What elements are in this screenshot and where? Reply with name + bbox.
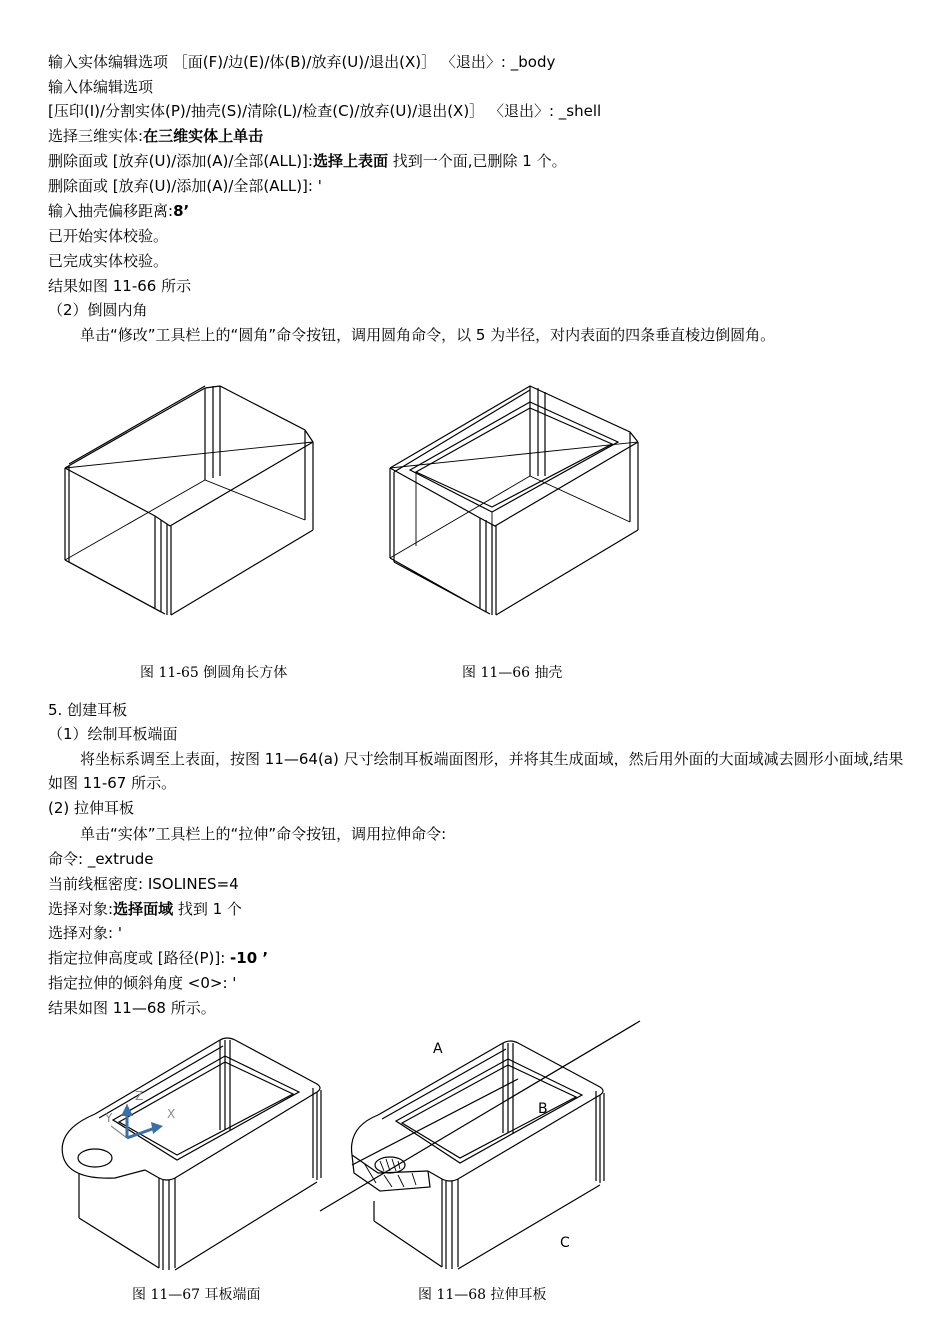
- text-line: 已开始实体校验。: [48, 227, 169, 245]
- text-span: 输入抽壳偏移距离:: [48, 202, 174, 220]
- text-line: 已完成实体校验。: [48, 252, 169, 270]
- figure-11-67-ear-plate-face: [55, 1030, 345, 1280]
- text-line: [48, 948, 268, 968]
- bold-span: 8’: [173, 202, 190, 220]
- text-line: [压印(I)/分割实体(P)/抽壳(S)/清除(L)/检查(C)/放弃(U)/退出(X)］ 〈退出〉: _shell: [48, 102, 602, 120]
- text-line: 删除面或 [放弃(U)/添加(A)/全部(ALL)]: ': [48, 177, 322, 195]
- bold-span: 选择面域: [113, 900, 174, 918]
- text-line: 命令: _extrude: [48, 850, 154, 868]
- text-line: （2）倒圆内角: [48, 301, 148, 319]
- axis-label-z: Z: [135, 1089, 144, 1103]
- figure-11-66-shell: [380, 380, 650, 620]
- text-line: 结果如图 11—68 所示。: [48, 999, 216, 1017]
- axis-label-x: X: [167, 1107, 176, 1121]
- figure-caption: 图 11—66 抽壳: [462, 665, 563, 681]
- text-line: 输入体编辑选项: [48, 78, 154, 96]
- text-span: 指定拉伸高度或 [路径(P)]:: [48, 949, 231, 967]
- paragraph: [48, 323, 906, 347]
- figure-11-68-extruded-ear-plate: [318, 1015, 648, 1275]
- paragraph-text: 单击“修改”工具栏上的“圆角”命令按钮，调用圆角命令，以 5 为半径，对内表面的四条垂直棱边倒圆角。: [80, 326, 776, 344]
- paragraph: [48, 822, 906, 846]
- text-line: [48, 151, 567, 171]
- text-span: 删除面或 [放弃(U)/添加(A)/全部(ALL)]:: [48, 152, 313, 170]
- figure-caption: 图 11—68 拉伸耳板: [418, 1287, 547, 1303]
- bold-span: -10 ’: [230, 949, 269, 967]
- text-line: [48, 126, 263, 146]
- label-c: C: [560, 1235, 570, 1251]
- paragraph-text: 单击“实体”工具栏上的“拉伸”命令按钮，调用拉伸命令:: [80, 825, 447, 843]
- axis-label-y: Y: [105, 1111, 113, 1125]
- section-heading: 5. 创建耳板: [48, 701, 128, 719]
- text-line: [48, 899, 242, 919]
- text-line: （1）绘制耳板端面: [48, 725, 178, 743]
- figure-caption: 图 11—67 耳板端面: [132, 1287, 261, 1303]
- text-line: 输入实体编辑选项 ［面(F)/边(E)/体(B)/放弃(U)/退出(X)］ 〈退出〉: _body: [48, 53, 556, 71]
- text-span: 找到 1 个: [173, 900, 242, 918]
- text-span: 找到一个面,已删除 1 个。: [387, 152, 567, 170]
- label-a: A: [433, 1041, 443, 1057]
- text-line: 当前线框密度: ISOLINES=4: [48, 875, 239, 893]
- figure-caption: 图 11-65 倒圆角长方体: [140, 665, 288, 681]
- text-line: 结果如图 11-66 所示: [48, 277, 192, 295]
- text-line: [48, 201, 189, 221]
- label-b: B: [538, 1101, 548, 1117]
- text-line: (2) 拉伸耳板: [48, 799, 135, 817]
- bold-span: 在三维实体上单击: [143, 127, 264, 145]
- figure-11-65-rounded-box: [55, 380, 325, 620]
- paragraph: [48, 747, 906, 795]
- text-line: 选择对象: ': [48, 924, 122, 942]
- text-span: 选择三维实体:: [48, 127, 144, 145]
- bold-span: 选择上表面: [312, 152, 388, 170]
- paragraph-text: 将坐标系调至上表面，按图 11—64(a) 尺寸绘制耳板端面图形，并将其生成面域，然后用外面的大面域减去圆形小面域,结果如图 11-67 所示。: [48, 750, 904, 792]
- text-line: 指定拉伸的倾斜角度 <0>: ': [48, 974, 237, 992]
- text-span: 选择对象:: [48, 900, 114, 918]
